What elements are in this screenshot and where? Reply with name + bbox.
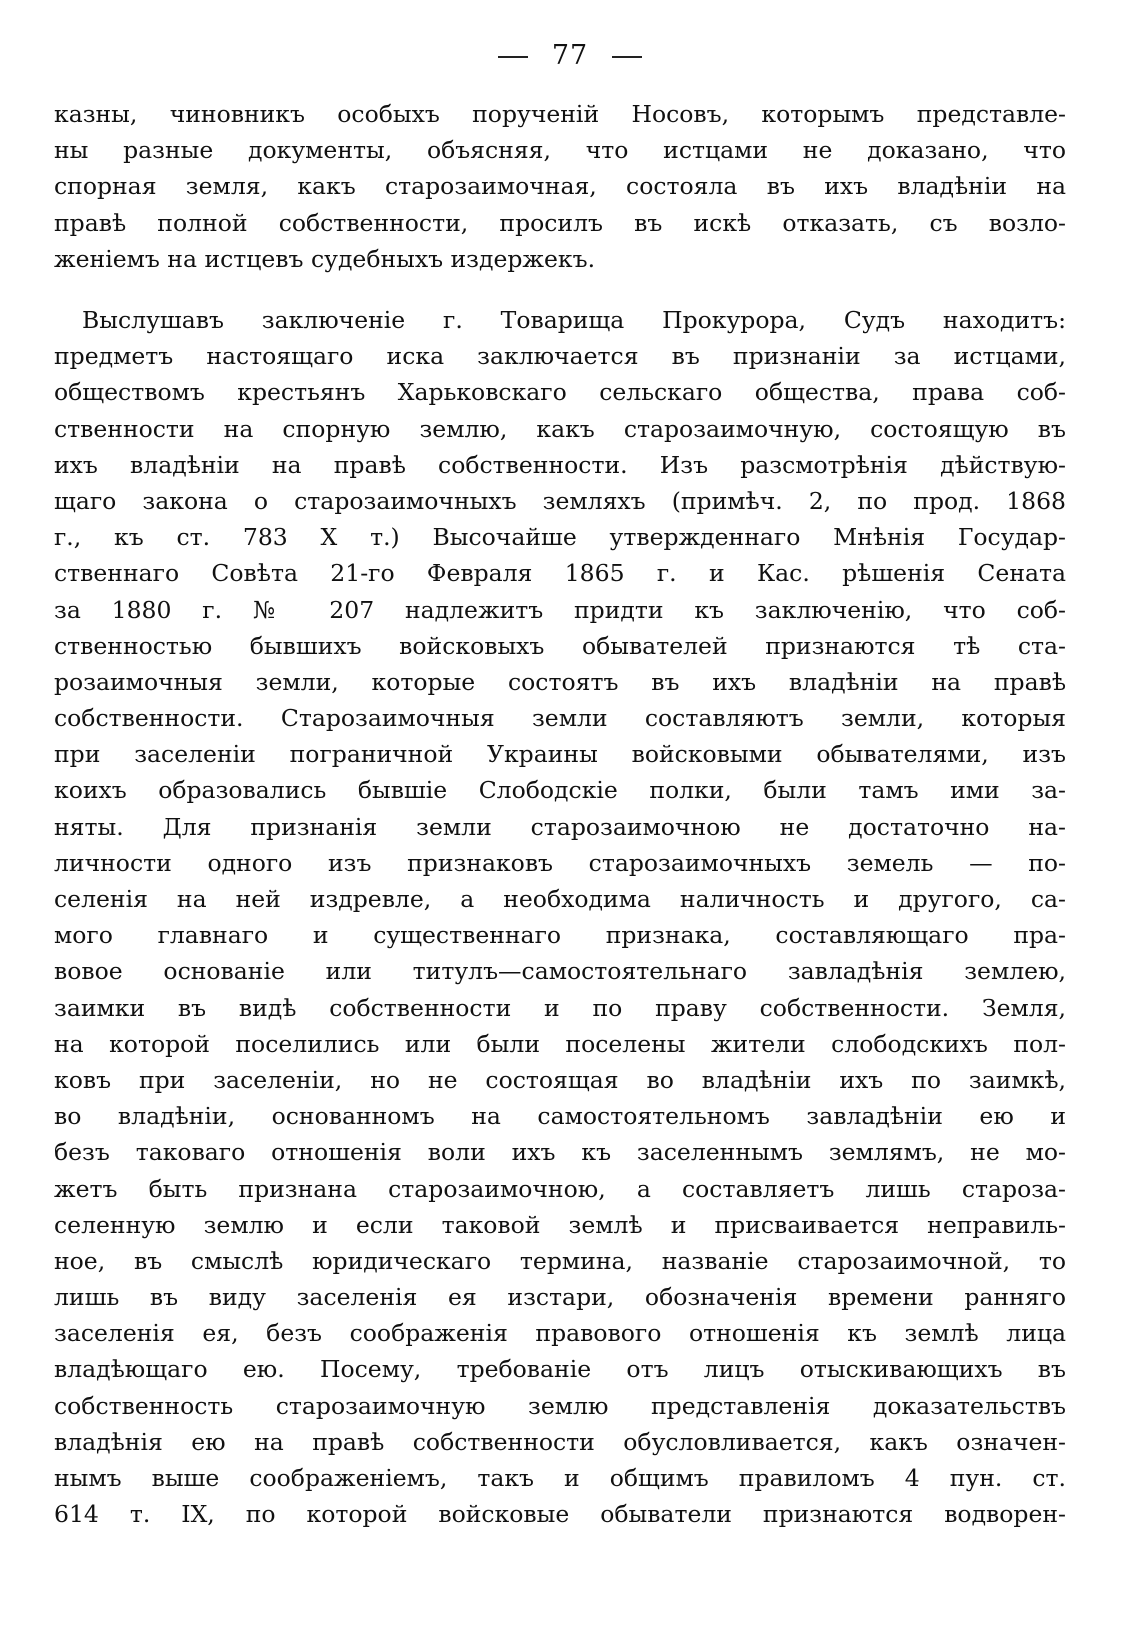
text-line: ственностью бывшихъ войсковыхъ обывателей признаются тѣ ста- — [54, 631, 1066, 660]
text-line: во владѣніи, основанномъ на самостоятельномъ завладѣніи ею и — [54, 1102, 1066, 1131]
paragraph-1 — [54, 96, 1066, 277]
text-line: няты. Для признанія земли старозаимочною не достаточно на- — [54, 812, 1066, 841]
text-line: коихъ образовались бывшіе Слободскіе полки, были тамъ ими за- — [54, 776, 1066, 805]
text-line: ихъ владѣніи на правѣ собственности. Изъ разсмотрѣнія дѣйствую- — [54, 450, 1066, 479]
text-line: селенія на ней издревле, а необходима наличность и другого, са- — [54, 885, 1066, 913]
text-line: собственность старозаимочную землю представленія доказательствъ — [54, 1391, 1066, 1420]
text-line: ное, въ смыслѣ юридическаго термина, названіе старозаимочной, то — [54, 1246, 1066, 1275]
text-line: правѣ полной собственности, просилъ въ искѣ отказать, съ возло- — [54, 208, 1066, 237]
text-line: мого главнаго и существеннаго признака, составляющаго пра- — [54, 921, 1066, 950]
header-dash-right — [612, 56, 642, 58]
text-line: вовое основаніе или титулъ—самостоятельнаго завладѣнія землею, — [54, 957, 1066, 986]
text-line: щаго закона о старозаимочныхъ земляхъ (примѣч. 2, по прод. 1868 — [54, 486, 1066, 515]
text-line: 614 т. IX, по которой войсковые обыватели признаются водворен- — [54, 1500, 1066, 1529]
text-line: заимки въ видѣ собственности и по праву собственности. Земля, — [54, 993, 1066, 1022]
text-line: лишь въ виду заселенія ея изстари, обозначенія времени ранняго — [54, 1283, 1066, 1312]
text-line: владѣнія ею на правѣ собственности обусловливается, какъ означен- — [54, 1427, 1066, 1456]
text-line: заселенія ея, безъ соображенія правового отношенія къ землѣ лица — [54, 1319, 1066, 1348]
text-line: жетъ быть признана старозаимочною, а составляетъ лишь староза- — [54, 1174, 1066, 1203]
page-number: 77 — [551, 40, 589, 71]
text-line: собственности. Старозаимочныя земли составляютъ земли, которыя — [54, 704, 1066, 733]
text-line: предметъ настоящаго иска заключается въ признаніи за истцами, — [54, 342, 1066, 371]
text-line: казны, чиновникъ особыхъ порученій Носовъ, которымъ представле- — [54, 100, 1066, 128]
text-line: ны разные документы, объясняя, что истцами не доказано, что — [54, 136, 1066, 165]
page-header — [0, 40, 1140, 71]
text-line: безъ таковаго отношенія воли ихъ къ заселеннымъ землямъ, не мо- — [54, 1138, 1066, 1167]
paragraph-2 — [54, 302, 1066, 1532]
text-line: Выслушавъ заключеніе г. Товарища Прокурора, Судъ находитъ: — [82, 306, 1066, 334]
text-line: обществомъ крестьянъ Харьковскаго сельскаго общества, права соб- — [54, 378, 1066, 407]
text-line: нымъ выше соображеніемъ, такъ и общимъ правиломъ 4 пун. ст. — [54, 1464, 1066, 1492]
text-line: женіемъ на истцевъ судебныхъ издержекъ. — [54, 244, 596, 273]
text-line: г., къ ст. 783 X т.) Высочайше утвержденнаго Мнѣнія Государ- — [54, 523, 1066, 552]
text-line: селенную землю и если таковой землѣ и присваивается неправиль- — [54, 1210, 1066, 1239]
text-line: за 1880 г. № 207 надлежитъ придти къ заключенію, что соб- — [54, 595, 1066, 624]
text-line: спорная земля, какъ старозаимочная, состояла въ ихъ владѣніи на — [54, 172, 1066, 201]
header-dash-left — [498, 56, 528, 58]
text-line: на которой поселились или были поселены жители слободскихъ пол- — [54, 1029, 1066, 1058]
text-line: ковъ при заселеніи, но не состоящая во владѣніи ихъ по заимкѣ, — [54, 1065, 1066, 1094]
text-line: личности одного изъ признаковъ старозаимочныхъ земель — по- — [54, 848, 1066, 877]
text-line: владѣющаго ею. Посему, требованіе отъ лицъ отыскивающихъ въ — [54, 1355, 1066, 1384]
text-line: при заселеніи пограничной Украины войсковыми обывателями, изъ — [54, 740, 1066, 769]
text-line: ственности на спорную землю, какъ старозаимочную, состоящую въ — [54, 414, 1066, 443]
text-line: розаимочныя земли, которые состоятъ въ ихъ владѣніи на правѣ — [54, 667, 1066, 696]
text-line: ственнаго Совѣта 21-го Февраля 1865 г. и Кас. рѣшенія Сената — [54, 559, 1066, 588]
